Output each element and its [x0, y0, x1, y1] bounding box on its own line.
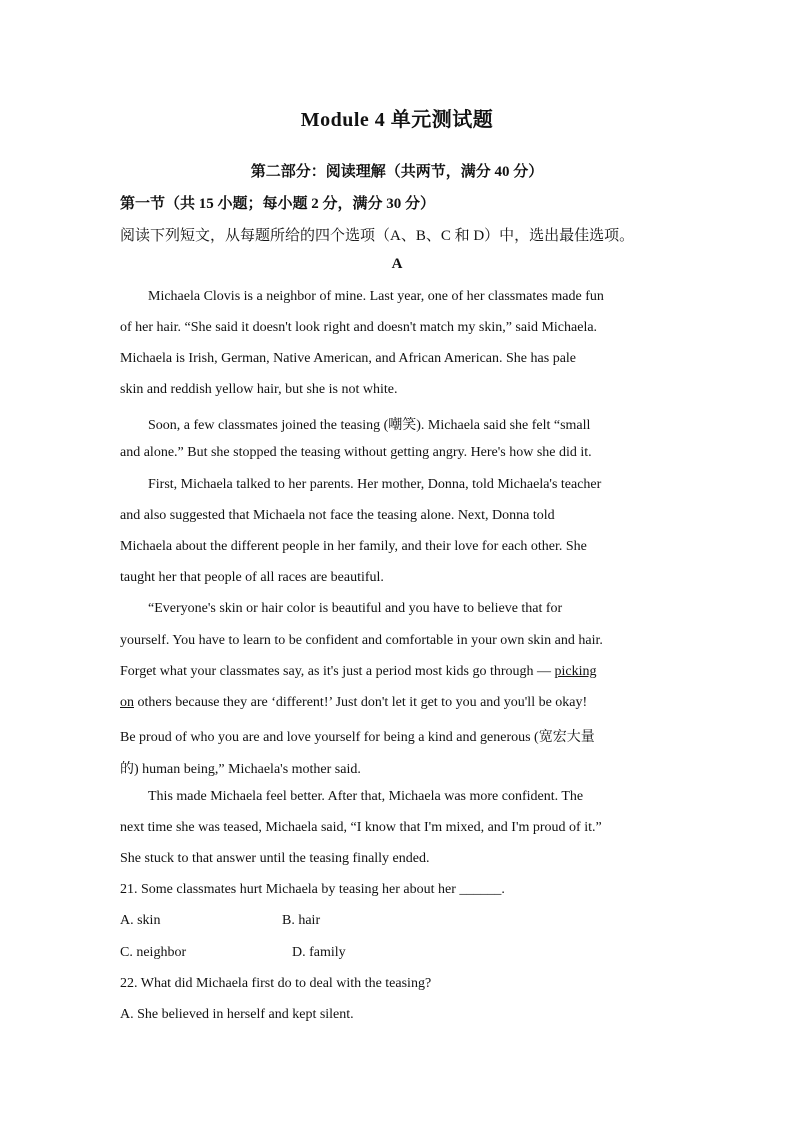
- page-title: Module 4 单元测试题: [300, 109, 494, 131]
- passage-line: She stuck to that answer until the teasing finally ended.: [120, 851, 430, 866]
- passage-line: and also suggested that Michaela not face the teasing alone. Next, Donna told: [120, 508, 555, 523]
- passage-line-text: Forget what your classmates say, as it's just a period most kids go through —: [120, 664, 552, 679]
- passage-line: This made Michaela feel better. After that, Michaela was more confident. The: [148, 789, 584, 804]
- passage-line: of her hair. “She said it doesn't look right and doesn't match my skin,” said Michaela.: [120, 320, 598, 335]
- passage-label: A: [391, 256, 403, 272]
- passage-line: Michaela Clovis is a neighbor of mine. Last year, one of her classmates made fun: [148, 289, 604, 304]
- passage-line: skin and reddish yellow hair, but she is not white.: [120, 382, 398, 397]
- passage-line: Be proud of who you are and love yourself for being a kind and generous (宽宏大量: [120, 730, 595, 745]
- passage-line: Michaela is Irish, German, Native American, and African American. She has pale: [120, 351, 577, 366]
- underlined-phrase: picking: [554, 664, 597, 679]
- underlined-phrase: on: [120, 695, 134, 710]
- passage-line: taught her that people of all races are beautiful.: [120, 570, 384, 585]
- passage-line: yourself. You have to learn to be confident and comfortable in your own skin and hair.: [120, 633, 603, 648]
- question-21-option-c: C. neighbor: [120, 945, 187, 960]
- passage-line-text: others because they are ‘different!’ Just don't let it get to you and you'll be okay!: [137, 695, 588, 710]
- instructions: 阅读下列短文，从每题所给的四个选项（A、B、C 和 D）中，选出最佳选项。: [120, 228, 635, 244]
- question-22-stem: 22. What did Michaela first do to deal with the teasing?: [120, 976, 432, 991]
- passage-line: First, Michaela talked to her parents. Her mother, Donna, told Michaela's teacher: [148, 477, 602, 492]
- passage-line: Michaela about the different people in her family, and their love for each other. She: [120, 539, 587, 554]
- passage-line: “Everyone's skin or hair color is beautiful and you have to believe that for: [148, 601, 563, 616]
- passage-line: and alone.” But she stopped the teasing without getting angry. Here's how she did it.: [120, 445, 592, 460]
- question-21-option-a: A. skin: [120, 913, 161, 928]
- question-22-option-a: A. She believed in herself and kept silent.: [120, 1007, 354, 1022]
- passage-line: Soon, a few classmates joined the teasing (嘲笑). Michaela said she felt “small: [148, 418, 591, 433]
- subsection-heading: 第一节（共 15 小题；每小题 2 分，满分 30 分）: [120, 196, 436, 212]
- question-21-stem: 21. Some classmates hurt Michaela by teasing her about her ______.: [120, 882, 505, 897]
- section-heading: 第二部分：阅读理解（共两节，满分 40 分）: [250, 164, 544, 180]
- passage-line: 的) human being,” Michaela's mother said.: [120, 762, 361, 777]
- passage-line: [120, 664, 597, 680]
- question-21-option-d: D. family: [292, 945, 346, 960]
- question-21-option-b: B. hair: [282, 913, 321, 928]
- passage-line: next time she was teased, Michaela said, “I know that I'm mixed, and I'm proud of it.”: [120, 820, 602, 835]
- passage-line: [120, 695, 587, 711]
